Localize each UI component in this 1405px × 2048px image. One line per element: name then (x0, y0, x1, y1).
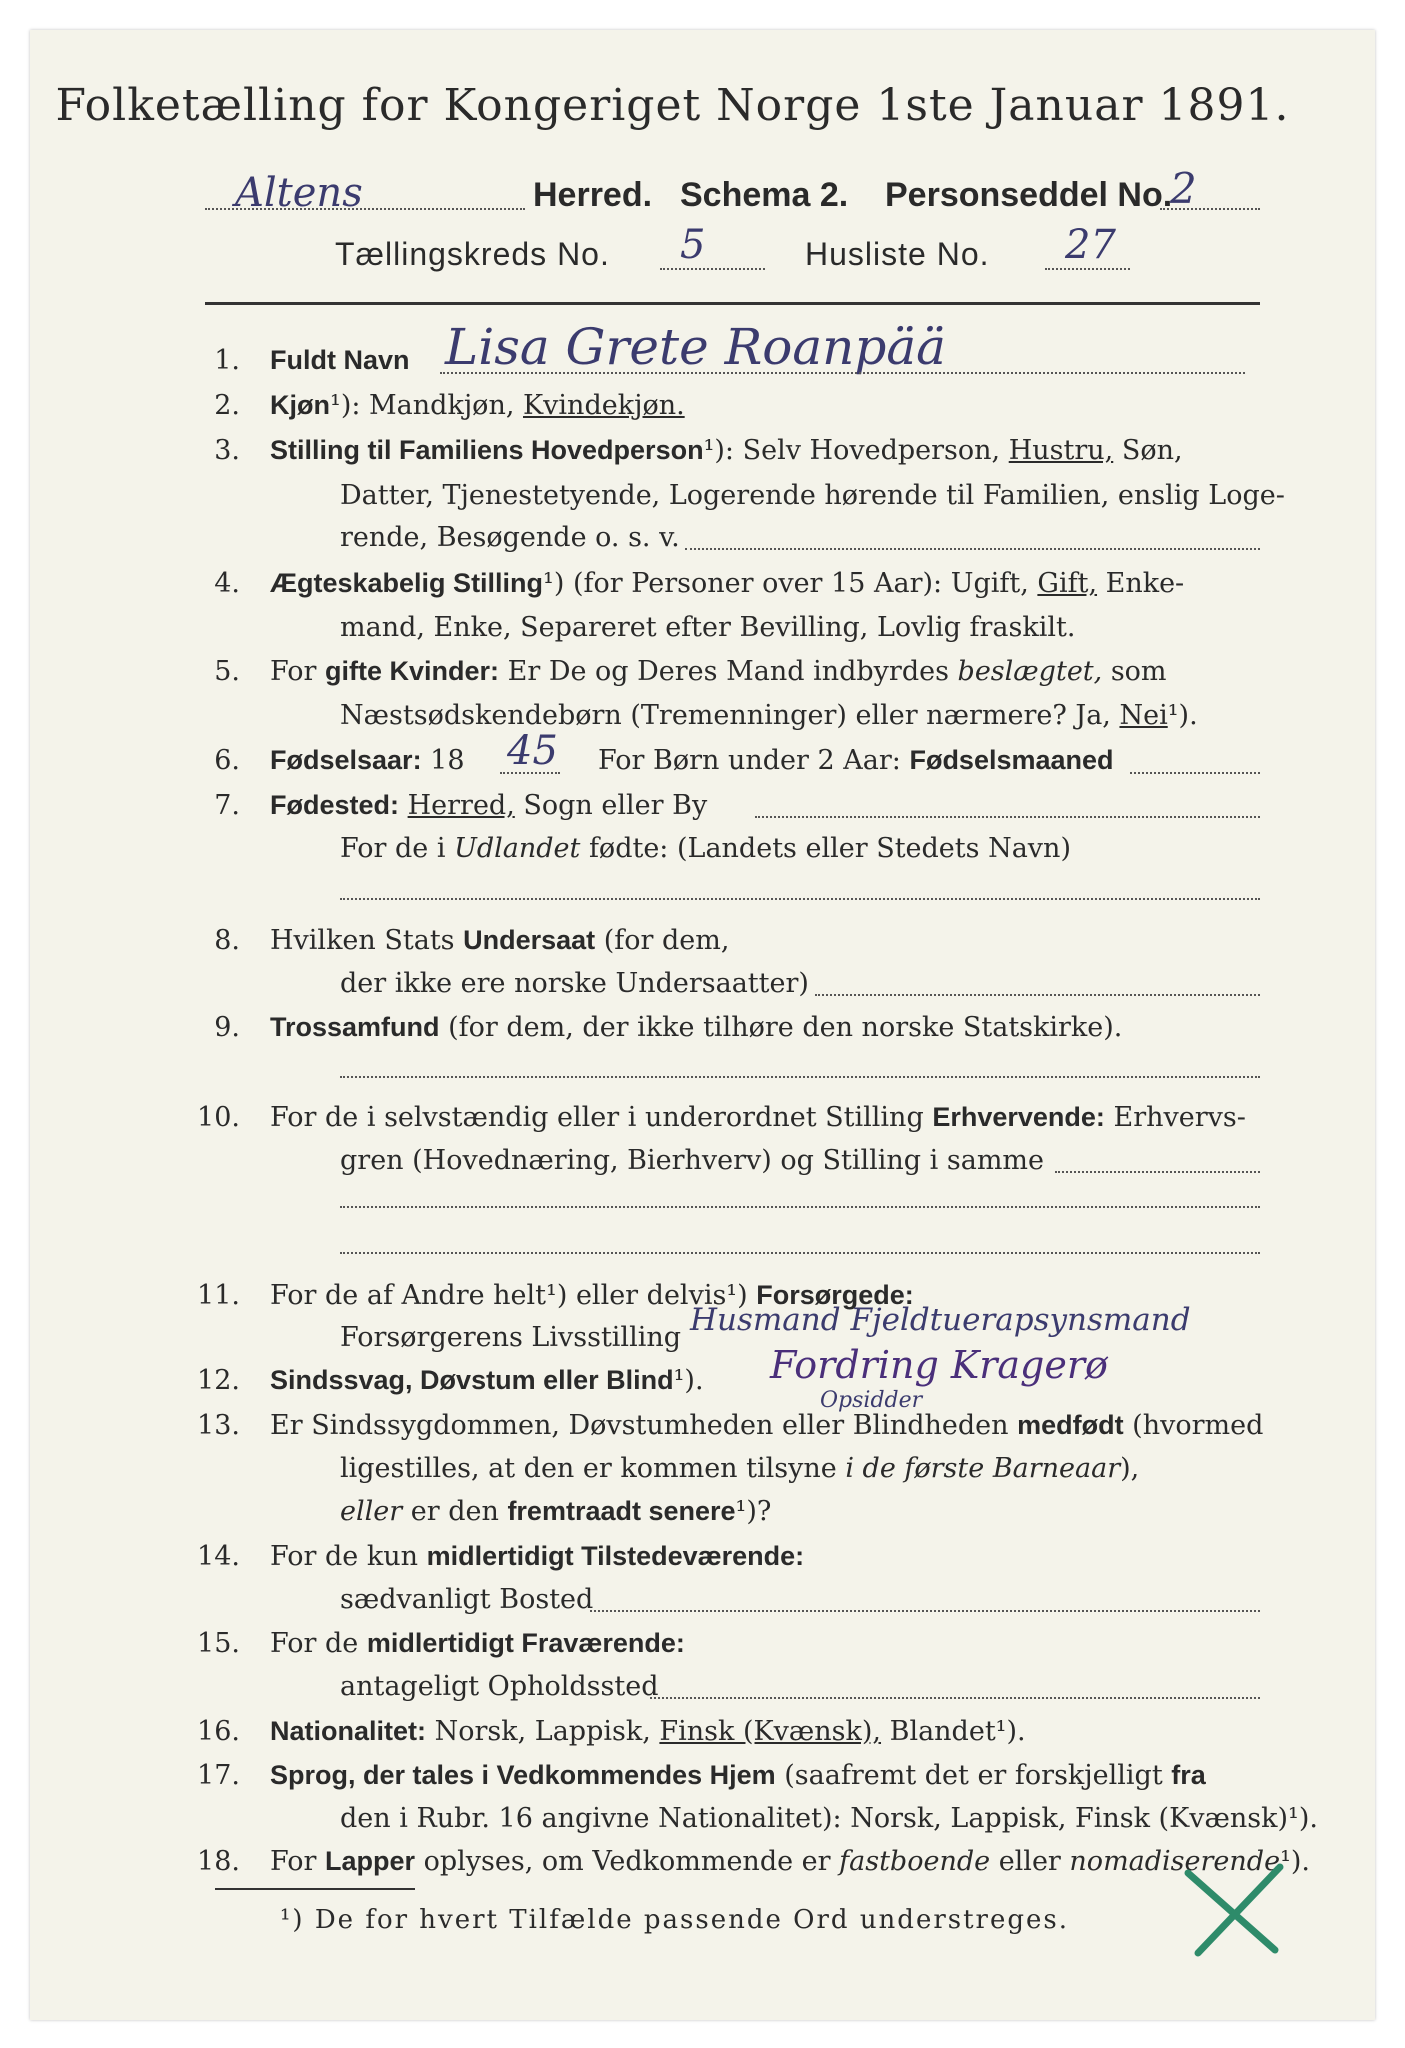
item-13-line3: eller er den fremtraadt senere¹)? (340, 1496, 772, 1527)
item-number: 12. (197, 1365, 240, 1396)
husliste-label: Husliste No. (805, 236, 990, 272)
item-15-dotline (650, 1697, 1260, 1699)
item-14-line2: sædvanligt Bosted (340, 1584, 594, 1615)
item-9-answer-line (340, 1076, 1260, 1078)
item-number: 3. (214, 435, 240, 466)
item-5-text: For gifte Kvinder: Er De og Deres Mand indbyrdes beslægtet, som (270, 656, 1167, 687)
item-1-label: Fuldt Navn (270, 345, 410, 375)
item-7-answer-line (340, 898, 1260, 900)
item-10-dotline (1055, 1171, 1260, 1173)
item-14-dotline (590, 1610, 1260, 1612)
cross-mark-icon (1180, 1855, 1290, 1965)
husliste-value: 27 (1065, 222, 1116, 268)
item-number: 8. (214, 925, 240, 956)
item-number: 2. (214, 390, 240, 421)
item-3-text: Stilling til Familiens Hovedperson¹): Selv Hovedperson, Hustru, Søn, (270, 435, 1183, 466)
item-5-line2: Næstsødskendebørn (Tremenninger) eller nærmere? Ja, Nei¹). (340, 700, 1198, 731)
item-8-dotline (815, 994, 1260, 996)
kreds-label: Tællingskreds No. (335, 236, 610, 272)
birth-year-dotline (500, 772, 560, 774)
herred-value: Altens (235, 170, 363, 216)
full-name-value: Lisa Grete Roanpää (445, 318, 946, 376)
item-number: 4. (214, 568, 240, 599)
form-title: Folketælling for Kongeriget Norge 1ste Januar 1891. (55, 80, 1290, 131)
item-number: 15. (197, 1628, 240, 1659)
item-number: 9. (214, 1012, 240, 1043)
item-6-months: For Børn under 2 Aar: Fødselsmaaned (598, 745, 1114, 776)
item-7-text: Fødested: Herred, Sogn eller By (270, 790, 708, 821)
item-6-label: Fødselsaar: 18 (270, 745, 465, 776)
item-number: 17. (197, 1760, 240, 1791)
item-4-text: Ægteskabelig Stilling¹) (for Personer over 15 Aar): Ugift, Gift, Enke- (270, 568, 1185, 599)
item-8-text: Hvilken Stats Undersaat (for dem, (270, 925, 730, 956)
item-12-text: Sindssvag, Døvstum eller Blind¹). (270, 1365, 704, 1396)
item-number: 10. (197, 1102, 240, 1133)
name-dotline (440, 372, 1245, 374)
item-number: 13. (197, 1410, 240, 1441)
item-number: 18. (197, 1846, 240, 1877)
item-12-handwritten: Fordring Kragerø (770, 1343, 1108, 1387)
item-12-handwritten-note: Opsidder (820, 1388, 923, 1413)
item-3-line3: rende, Besøgende o. s. v. (340, 522, 680, 553)
item-4-line2: mand, Enke, Separeret efter Bevilling, Lovlig fraskilt. (340, 612, 1076, 643)
item-number: 6. (214, 745, 240, 776)
header-rule (205, 302, 1260, 305)
item-11-text: For de af Andre helt¹) eller delvis¹) Forsørgede: (270, 1280, 914, 1311)
personseddel-label: Personseddel No. (885, 176, 1173, 214)
item-7-line2: For de i Udlandet fødte: (Landets eller Stedets Navn) (340, 833, 1071, 864)
footnote-rule (215, 1888, 415, 1890)
item-3-line2: Datter, Tjenestetyende, Logerende hørende til Familien, enslig Loge- (340, 480, 1285, 511)
schema-label: Schema 2. (680, 176, 849, 214)
item-17-text: Sprog, der tales i Vedkommendes Hjem (saafremt det er forskjelligt fra (270, 1760, 1206, 1791)
provider-occupation-value: Husmand Fjeldtuerapsynsmand (690, 1302, 1191, 1338)
kreds-value: 5 (680, 222, 706, 268)
birth-year-value: 45 (507, 728, 558, 774)
item-15-text: For de midlertidigt Fraværende: (270, 1628, 685, 1659)
item-17-line2: den i Rubr. 16 angivne Nationalitet): Norsk, Lappisk, Finsk (Kvænsk)¹). (340, 1803, 1318, 1834)
item-7-dotline (755, 816, 1260, 818)
husliste-dotline (1045, 268, 1130, 270)
item-number: 16. (197, 1716, 240, 1747)
item-11-line2: Forsørgerens Livsstilling (340, 1322, 682, 1353)
item-10-answer-line (340, 1252, 1260, 1254)
item-10-line2: gren (Hovednæring, Bierhverv) og Stilling i samme (340, 1145, 1045, 1176)
item-13-text: Er Sindssygdommen, Døvstumheden eller Blindheden medfødt (hvormed (270, 1410, 1264, 1441)
item-2-text: Kjøn¹): Mandkjøn, Kvindekjøn. (270, 390, 685, 421)
item-15-line2: antageligt Opholdssted (340, 1671, 659, 1702)
kreds-dotline (660, 268, 765, 270)
item-13-line2: ligestilles, at den er kommen tilsyne i de første Barneaar), (340, 1453, 1140, 1484)
item-10-text: For de i selvstændig eller i underordnet Stilling Erhvervende: Erhvervs- (270, 1102, 1246, 1133)
item-16-text: Nationalitet: Norsk, Lappisk, Finsk (Kvænsk), Blandet¹). (270, 1716, 1026, 1747)
item-6-dotline (1130, 772, 1260, 774)
item-number: 14. (197, 1541, 240, 1572)
item-number: 5. (214, 656, 240, 687)
item-9-text: Trossamfund (for dem, der ikke tilhøre den norske Statskirke). (270, 1012, 1123, 1043)
item-14-text: For de kun midlertidigt Tilstedeværende: (270, 1541, 805, 1572)
herred-dotline (205, 208, 525, 210)
item-number: 1. (214, 345, 240, 376)
item-8-line2: der ikke ere norske Undersaatter) (340, 968, 809, 999)
item-number: 11. (197, 1280, 240, 1311)
item-3-dotline (685, 548, 1260, 550)
personseddel-dotline (1160, 208, 1260, 210)
herred-label: Herred. (533, 176, 653, 214)
item-10-answer-line (340, 1206, 1260, 1208)
item-18-text: For Lapper oplyses, om Vedkommende er fastboende eller nomadiserende¹). (270, 1846, 1311, 1877)
item-number: 7. (214, 790, 240, 821)
footnote: ¹) De for hvert Tilfælde passende Ord understreges. (280, 1905, 1070, 1935)
personseddel-value: 2 (1170, 164, 1197, 213)
